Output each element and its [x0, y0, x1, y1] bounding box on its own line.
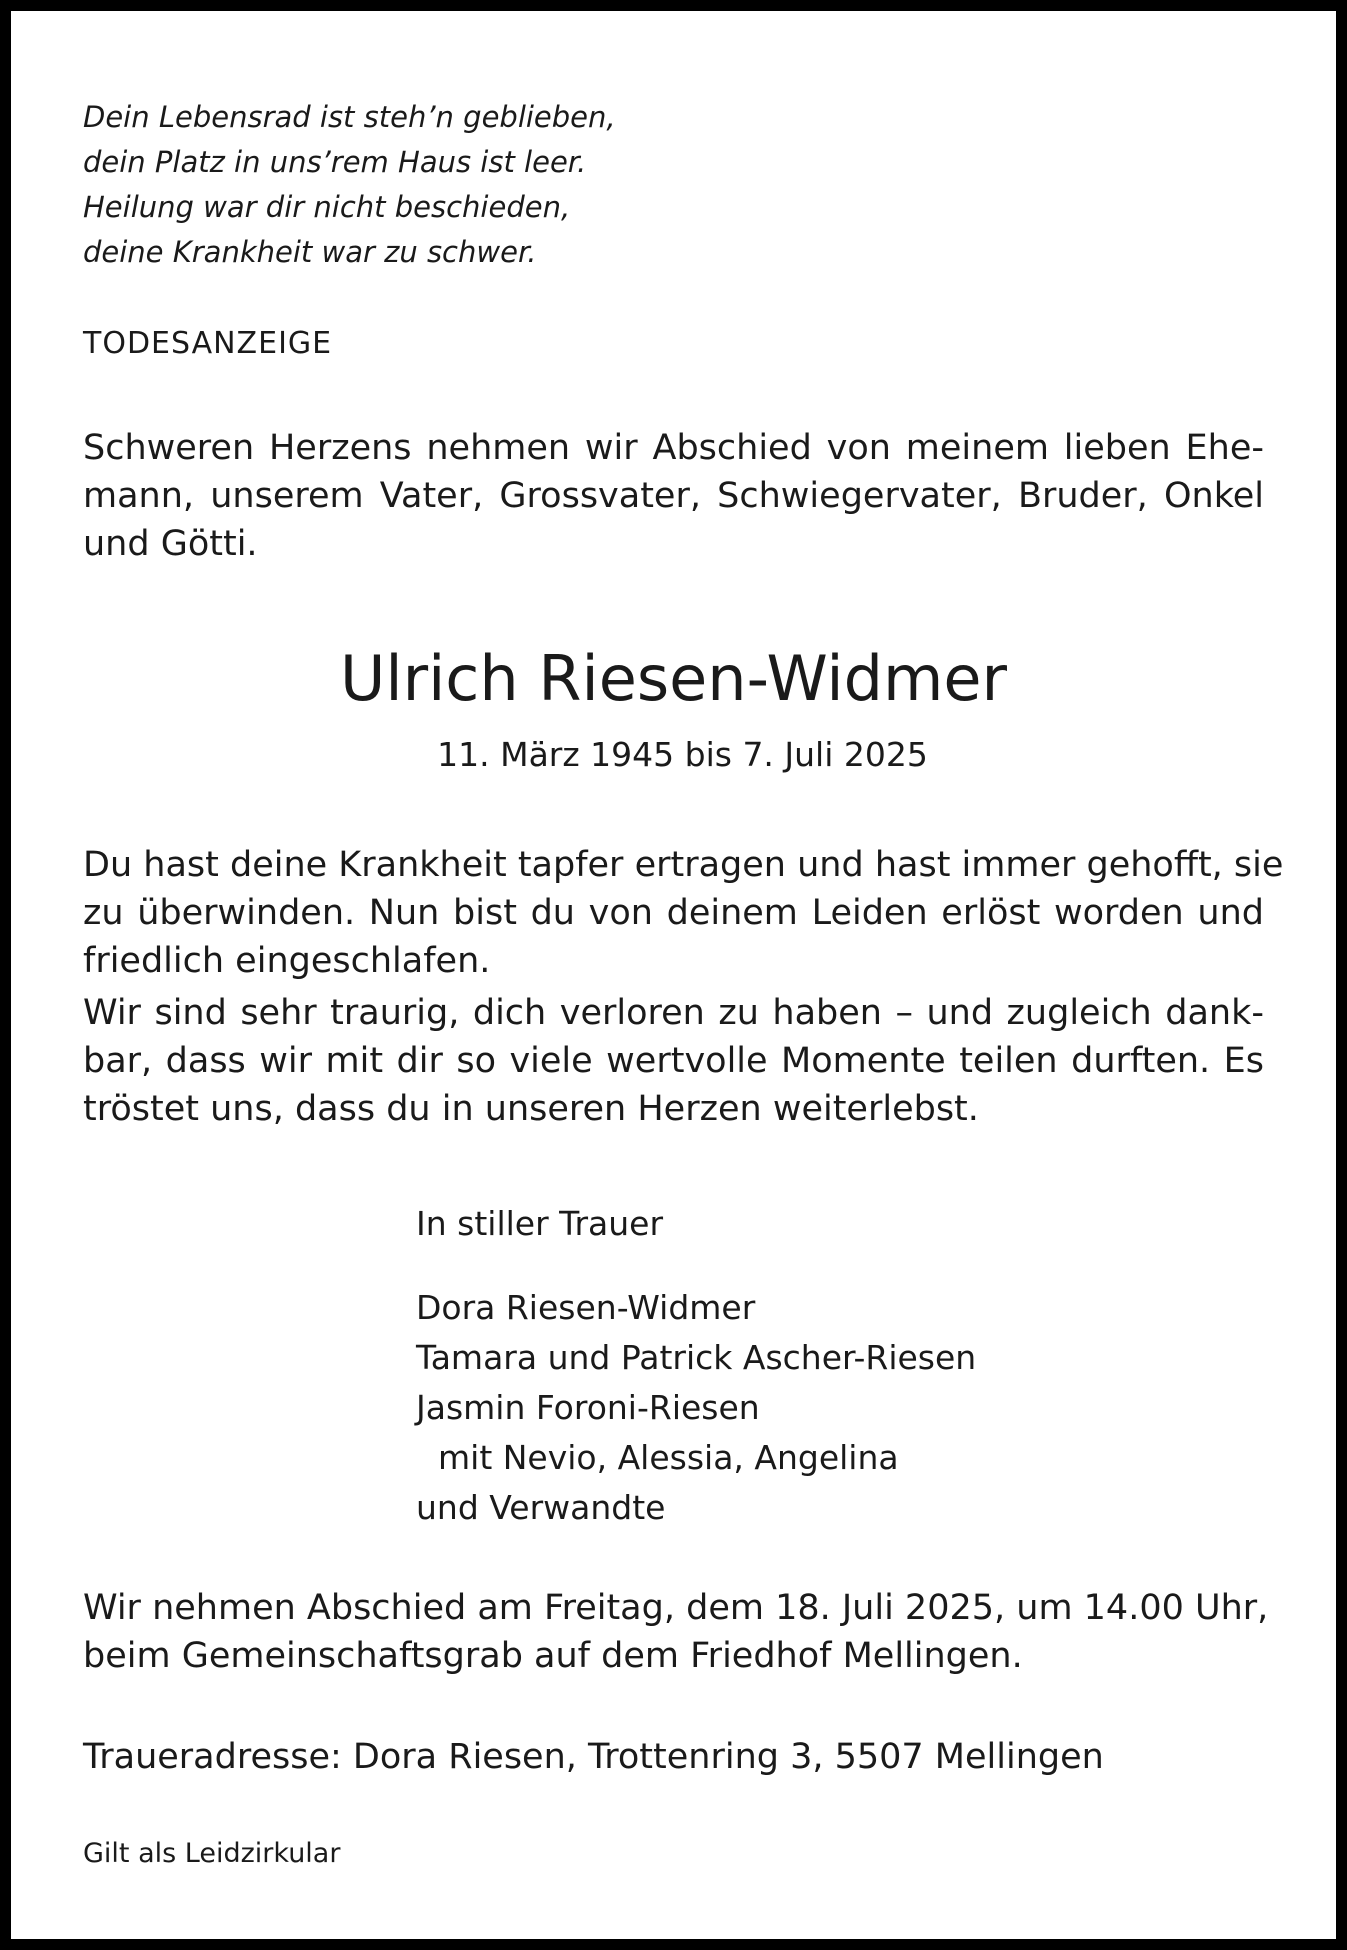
message-line: bar, dass wir mit dir so viele wertvolle Momente teilen durften. Es — [83, 1041, 1264, 1081]
intro-line: mann, unserem Vater, Grossvater, Schwiegervater, Bruder, Onkel — [83, 476, 1264, 516]
service-line: beim Gemeinschaftsgrab auf dem Friedhof Mellingen. — [83, 1636, 1023, 1676]
poem-line: Dein Lebensrad ist steh’n geblieben, — [83, 100, 616, 134]
notice-heading: TODESANZEIGE — [83, 326, 333, 361]
memorial-poem — [83, 95, 616, 275]
message-paragraph-1 — [83, 841, 1284, 985]
mourner-name: Jasmin Foroni-Riesen — [416, 1388, 760, 1427]
intro-line: Schweren Herzens nehmen wir Abschied von meinem lieben Ehe- — [83, 428, 1264, 468]
poem-line: Heilung war dir nicht beschieden, — [83, 190, 571, 224]
mourner-name: und Verwandte — [416, 1488, 666, 1527]
message-line: Wir sind sehr traurig, dich verloren zu haben – und zugleich dank- — [83, 993, 1264, 1033]
mourning-address: Traueradresse: Dora Riesen, Trottenring 3, 5507 Mellingen — [83, 1737, 1104, 1777]
signoff: In stiller Trauer — [416, 1204, 664, 1243]
mourner-name: mit Nevio, Alessia, Angelina — [438, 1438, 899, 1477]
intro-paragraph — [83, 424, 1264, 568]
poem-line: dein Platz in uns’rem Haus ist leer. — [83, 145, 587, 179]
poem-line: deine Krankheit war zu schwer. — [83, 235, 537, 269]
service-line: Wir nehmen Abschied am Freitag, dem 18. Juli 2025, um 14.00 Uhr, — [83, 1588, 1269, 1628]
message-paragraph-2 — [83, 989, 1264, 1133]
message-line: zu überwinden. Nun bist du von deinem Leiden erlöst worden und — [83, 893, 1264, 933]
circular-note: Gilt als Leidzirkular — [83, 1838, 341, 1869]
message-line: tröstet uns, dass du in unseren Herzen weiterlebst. — [83, 1089, 979, 1129]
intro-line: und Götti. — [83, 524, 258, 564]
mourners-list — [416, 1283, 976, 1533]
message-line: Du hast deine Krankheit tapfer ertragen und hast immer gehofft, sie — [83, 845, 1284, 885]
message-line: friedlich eingeschlafen. — [83, 941, 491, 981]
deceased-name: Ulrich Riesen-Widmer — [339, 642, 1007, 715]
mourner-name: Dora Riesen-Widmer — [416, 1288, 756, 1327]
service-info — [83, 1584, 1269, 1680]
obituary-content — [83, 11, 1284, 1939]
mourner-name: Tamara und Patrick Ascher-Riesen — [416, 1338, 977, 1377]
life-dates: 11. März 1945 bis 7. Juli 2025 — [437, 735, 928, 774]
